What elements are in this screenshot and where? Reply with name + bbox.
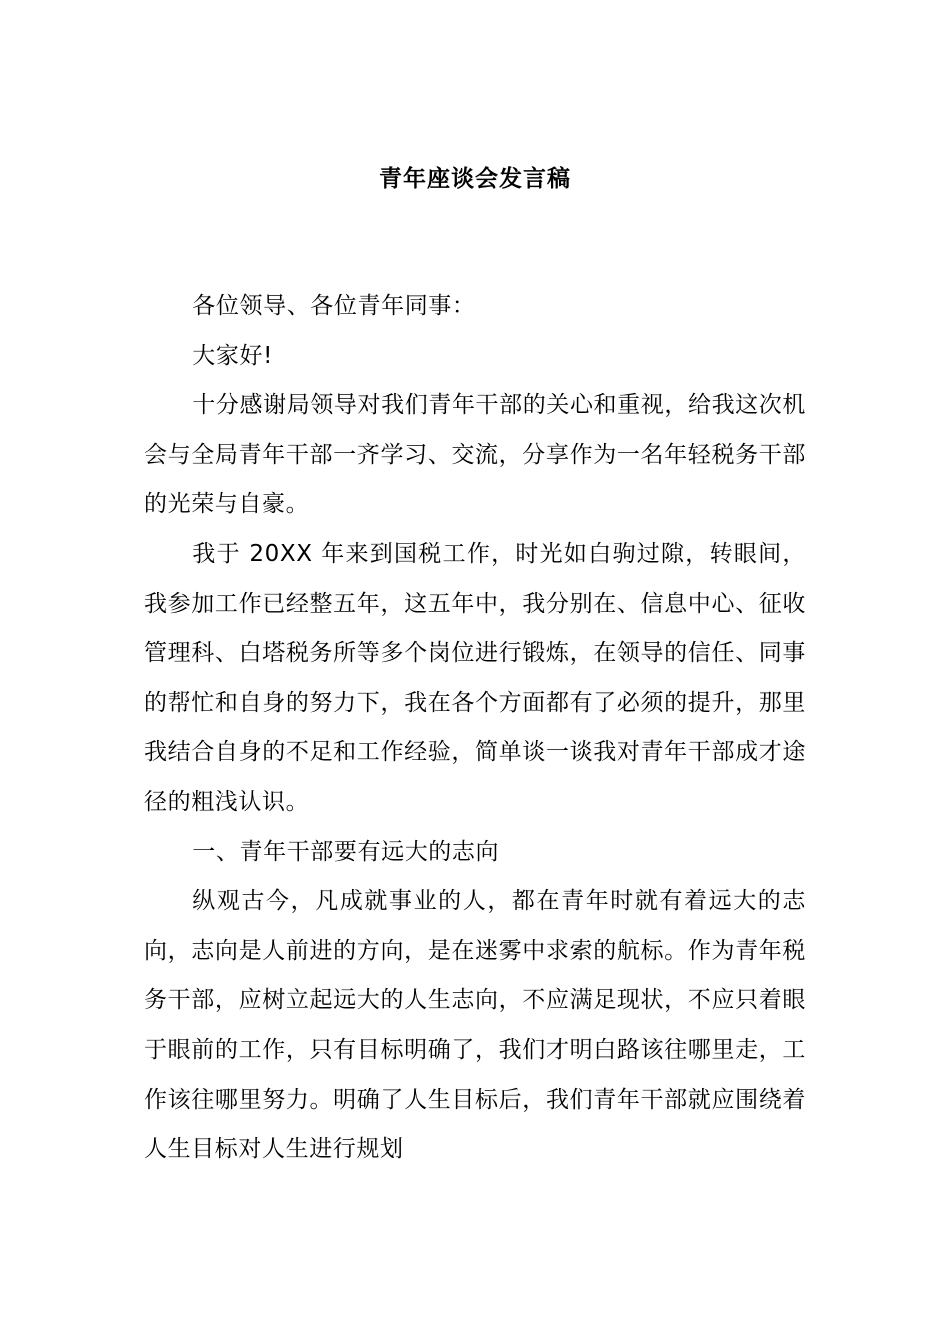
greeting-paragraph: 大家好!: [192, 342, 273, 369]
experience-paragraph: 我于 20XX 年来到国税工作，时光如白驹过隙，转眼间，我参加工作已经整五年，这五年中，我分别在、信息中心、征收管理科、白塔税务所等多个岗位进行锻炼，在领导的信任、同事的帮忙和自身的努力下，我在各个方面都有了必须的提升，那里我结合自身的不足和工作经验，简单谈一谈我对青年干部成才途径的粗浅认识。: [144, 540, 806, 815]
salutation-paragraph: 各位领导、各位青年同事：: [192, 293, 476, 319]
document-title: 青年座谈会发言稿: [379, 166, 571, 192]
thanks-paragraph: 十分感谢局领导对我们青年干部的关心和重视，给我这次机会与全局青年干部一齐学习、交流，分享作为一名年轻税务干部的光荣与自豪。: [144, 392, 806, 518]
section-heading-1: 一、青年干部要有远大的志向: [192, 838, 500, 865]
ambition-paragraph: 纵观古今，凡成就事业的人，都在青年时就有着远大的志向，志向是人前进的方向，是在迷雾中求索的航标。作为青年税务干部，应树立起远大的人生志向，不应满足现状，不应只着眼于眼前的工作，只有目标明确了，我们才明白路该往哪里走，工作该往哪里努力。明确了人生目标后，我们青年干部就应围绕着人生目标对人生进行规划: [144, 888, 806, 1163]
document-body: [144, 282, 806, 1175]
